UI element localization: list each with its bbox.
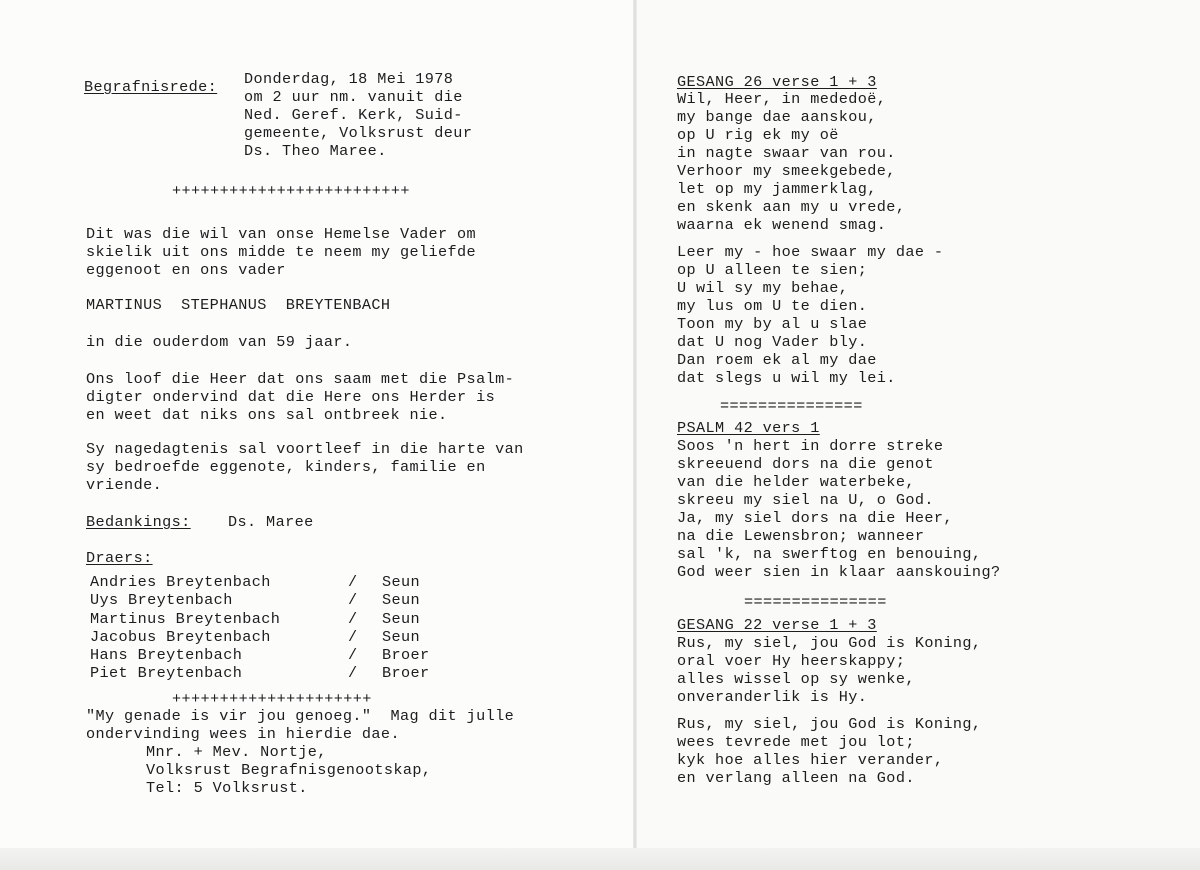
bearer-slash: /	[348, 646, 358, 664]
hymn-line: oral voer Hy heerskappy;	[677, 652, 906, 670]
psalm-title: PSALM 42 vers 1	[677, 419, 820, 437]
hymn-line: Leer my - hoe swaar my dae -	[677, 243, 944, 261]
undertaker-line: Tel: 5 Volksrust.	[146, 779, 308, 797]
psalm-line: na die Lewensbron; wanneer	[677, 527, 925, 545]
separator: +++++++++++++++++++++	[172, 690, 372, 708]
psalm-line: sal 'k, na swerftog en benouing,	[677, 545, 982, 563]
bearers-label: Draers:	[86, 549, 153, 567]
separator: +++++++++++++++++++++++++	[172, 182, 410, 200]
bearer-slash: /	[348, 591, 358, 609]
hymn-line: dat U nog Vader bly.	[677, 333, 868, 351]
thanks-value: Ds. Maree	[228, 513, 314, 531]
hymn-line: en verlang alleen na God.	[677, 769, 915, 787]
psalm-line: skreeuend dors na die genot	[677, 455, 934, 473]
thanks-label: Bedankings:	[86, 513, 191, 531]
page-fold	[633, 0, 637, 870]
hymn-line: waarna ek wenend smag.	[677, 216, 887, 234]
service-line: Donderdag, 18 Mei 1978	[244, 70, 454, 88]
memory-line: vriende.	[86, 476, 163, 494]
intro-line: eggenoot en ons vader	[86, 261, 286, 279]
hymn-line: U wil sy my behae,	[677, 279, 849, 297]
hymn-line: onveranderlik is Hy.	[677, 688, 868, 706]
service-line: gemeente, Volksrust deur	[244, 124, 473, 142]
memory-line: Sy nagedagtenis sal voortleef in die harte van	[86, 440, 524, 458]
faith-line: en weet dat niks ons sal ontbreek nie.	[86, 406, 448, 424]
bearer-relation: Seun	[382, 628, 421, 646]
bearer-slash: /	[348, 610, 358, 628]
undertaker-line: Mnr. + Mev. Nortje,	[146, 743, 327, 761]
closing-line: "My genade is vir jou genoeg." Mag dit julle	[86, 707, 515, 725]
hymn-line: op U alleen te sien;	[677, 261, 868, 279]
hymn-line: wees tevrede met jou lot;	[677, 733, 915, 751]
closing-line: ondervinding wees in hierdie dae.	[86, 725, 400, 743]
intro-line: skielik uit ons midde te neem my geliefde	[86, 243, 477, 261]
bearer-name: Hans Breytenbach	[90, 646, 243, 664]
undertaker-line: Volksrust Begrafnisgenootskap,	[146, 761, 432, 779]
psalm-line: God weer sien in klaar aanskouing?	[677, 563, 1001, 581]
bearer-name: Jacobus Breytenbach	[90, 628, 271, 646]
hymn-line: Verhoor my smeekgebede,	[677, 162, 896, 180]
hymn-title: GESANG 22 verse 1 + 3	[677, 616, 877, 634]
hymn-line: alles wissel op sy wenke,	[677, 670, 915, 688]
hymn-line: my bange dae aanskou,	[677, 108, 877, 126]
bearer-name: Uys Breytenbach	[90, 591, 233, 609]
hymn-line: in nagte swaar van rou.	[677, 144, 896, 162]
bearer-relation: Seun	[382, 591, 421, 609]
bearer-slash: /	[348, 628, 358, 646]
bearer-name: Martinus Breytenbach	[90, 610, 281, 628]
age-line: in die ouderdom van 59 jaar.	[86, 333, 353, 351]
psalm-line: van die helder waterbeke,	[677, 473, 915, 491]
paper-edge	[0, 848, 1200, 870]
bearer-relation: Seun	[382, 573, 421, 591]
hymn-line: Wil, Heer, in mededoë,	[677, 90, 887, 108]
intro-line: Dit was die wil van onse Hemelse Vader om	[86, 225, 477, 243]
bearer-name: Piet Breytenbach	[90, 664, 243, 682]
memory-line: sy bedroefde eggenote, kinders, familie en	[86, 458, 486, 476]
hymn-line: Rus, my siel, jou God is Koning,	[677, 715, 982, 733]
hymn-line: op U rig ek my oë	[677, 126, 839, 144]
bearer-slash: /	[348, 573, 358, 591]
hymn-line: Toon my by al u slae	[677, 315, 868, 333]
hymn-line: let op my jammerklag,	[677, 180, 877, 198]
bearer-relation: Broer	[382, 664, 430, 682]
bearer-relation: Seun	[382, 610, 421, 628]
service-line: Ned. Geref. Kerk, Suid-	[244, 106, 463, 124]
deceased-name: MARTINUS STEPHANUS BREYTENBACH	[86, 296, 391, 314]
hymn-line: en skenk aan my u vrede,	[677, 198, 906, 216]
faith-line: digter ondervind dat die Here ons Herder is	[86, 388, 496, 406]
divider: ===============	[720, 397, 863, 415]
hymn-line: Dan roem ek al my dae	[677, 351, 877, 369]
service-line: om 2 uur nm. vanuit die	[244, 88, 463, 106]
bearer-relation: Broer	[382, 646, 430, 664]
service-label: Begrafnisrede:	[84, 78, 218, 96]
hymn-line: kyk hoe alles hier verander,	[677, 751, 944, 769]
faith-line: Ons loof die Heer dat ons saam met die Psalm-	[86, 370, 515, 388]
bearer-slash: /	[348, 664, 358, 682]
hymn-line: Rus, my siel, jou God is Koning,	[677, 634, 982, 652]
bearer-name: Andries Breytenbach	[90, 573, 271, 591]
hymn-title: GESANG 26 verse 1 + 3	[677, 73, 877, 91]
psalm-line: Soos 'n hert in dorre streke	[677, 437, 944, 455]
hymn-line: my lus om U te dien.	[677, 297, 868, 315]
hymn-line: dat slegs u wil my lei.	[677, 369, 896, 387]
psalm-line: Ja, my siel dors na die Heer,	[677, 509, 953, 527]
service-line: Ds. Theo Maree.	[244, 142, 387, 160]
divider: ===============	[744, 593, 887, 611]
psalm-line: skreeu my siel na U, o God.	[677, 491, 934, 509]
